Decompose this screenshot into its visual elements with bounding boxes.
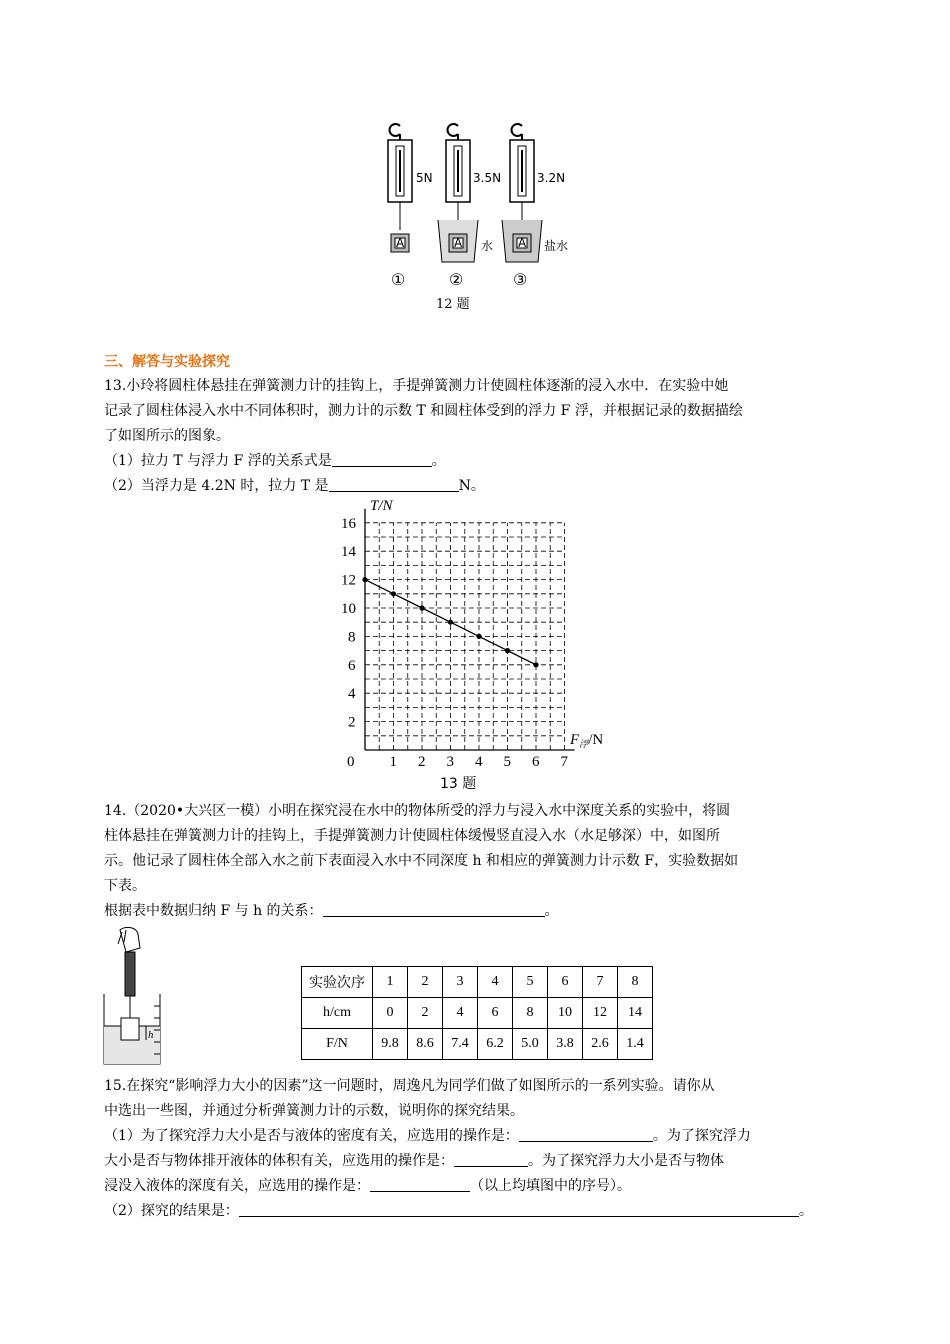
liquid-label-water: 水 xyxy=(481,239,494,253)
table-cell: 6 xyxy=(478,998,513,1029)
q15-sub2-text: （2）探究的结果是： xyxy=(104,1203,239,1219)
block-label-3: A xyxy=(518,236,527,250)
y-tick-label: 8 xyxy=(348,629,356,646)
fig12-caption: 12 题 xyxy=(436,297,470,312)
x-tick-label: 6 xyxy=(532,754,540,770)
q15-line-1: 15.在探究“影响浮力大小的因素”这一问题时，周逸凡为同学们做了如图所示的一系列实验。请你从 xyxy=(104,1078,715,1094)
q15-sub1-text: （1）为了探究浮力大小是否与液体的密度有关，应选用的操作是： xyxy=(104,1128,519,1144)
x-tick-label: 1 xyxy=(389,754,397,770)
q15-line-5 xyxy=(104,1176,631,1196)
y-tick-label: 10 xyxy=(341,601,356,617)
data-point xyxy=(505,648,510,653)
table-cell: 7 xyxy=(583,967,618,998)
table-cell: 8 xyxy=(513,998,548,1029)
chart-grid xyxy=(365,523,565,750)
table-cell: 4 xyxy=(478,967,513,998)
table-cell: 12 xyxy=(583,998,618,1029)
table-cell: 3 xyxy=(443,967,478,998)
table-cell: 6.2 xyxy=(478,1029,513,1060)
x-axis-label-unit: /N xyxy=(588,732,604,748)
liquid-label-brine: 盐水 xyxy=(544,239,569,253)
q15-answer-density-blank[interactable] xyxy=(519,1127,653,1142)
table-cell: 2 xyxy=(408,967,443,998)
q15-line-4 xyxy=(104,1151,724,1171)
reading-3: 3.2N xyxy=(537,171,566,185)
q13-sub1-end: 。 xyxy=(431,453,446,469)
q15-line4-cont: 。为了探究浮力大小是否与物体 xyxy=(528,1153,724,1169)
depth-h-label: h xyxy=(148,1031,154,1041)
y-tick-label: 16 xyxy=(341,515,356,532)
q14-line-4: 下表。 xyxy=(104,878,146,894)
x-tick-label: 5 xyxy=(503,754,511,770)
fig-number-2: ② xyxy=(449,270,464,289)
q15-line-6 xyxy=(104,1201,813,1221)
q15-line5-text: 浸没入液体的深度有关，应选用的操作是： xyxy=(104,1178,370,1194)
q15-answer-result-blank[interactable] xyxy=(239,1202,799,1217)
table-row xyxy=(302,998,653,1029)
q13-sub2-text: （2）当浮力是 4.2N 时，拉力 T 是 xyxy=(104,478,329,494)
x-tick-label: 7 xyxy=(560,754,568,770)
fig-number-3: ③ xyxy=(513,270,528,289)
table-cell: 5.0 xyxy=(513,1029,548,1060)
q15-line5-cont: （以上均填图中的序号）。 xyxy=(470,1178,631,1194)
x-axis-label-sub: 浮 xyxy=(579,739,589,749)
y-tick-label: 14 xyxy=(341,544,356,561)
block-label-1: A xyxy=(396,236,405,250)
chart-caption: 13 题 xyxy=(440,776,477,792)
table-cell: 10 xyxy=(548,998,583,1029)
figure-14 xyxy=(96,926,176,1068)
q15-line4-text: 大小是否与物体排开液体的体积有关，应选用的操作是： xyxy=(104,1153,454,1169)
table-cell: 3.8 xyxy=(548,1029,583,1060)
q15-line-2: 中选出一些图，并通过分析弹簧测力计的示数，说明你的探究结果。 xyxy=(104,1103,524,1119)
x-tick-label: 4 xyxy=(475,754,483,770)
table-cell: 14 xyxy=(618,998,653,1029)
data-point xyxy=(419,605,424,610)
fig-number-1: ① xyxy=(391,270,406,289)
spring-scale-1 xyxy=(388,124,412,252)
table-cell: 0 xyxy=(373,998,408,1029)
q14-line-3: 示。他记录了圆柱体全部入水之前下表面浸入水中不同深度 h 和相应的弹簧测力计示数 F，实验数据如 xyxy=(104,853,739,869)
table-cell: 5 xyxy=(513,967,548,998)
x-axis-label xyxy=(569,732,603,749)
figure-12 xyxy=(380,122,580,314)
table-cell: 2 xyxy=(408,998,443,1029)
q13-sub-1 xyxy=(104,451,446,471)
y-tick-label: 12 xyxy=(341,572,356,589)
table-cell: 1.4 xyxy=(618,1029,653,1060)
q13-line-1: 13.小玲将圆柱体悬挂在弹簧测力计的挂钩上，手提弹簧测力计使圆柱体逐渐的浸入水中．在实验中她 xyxy=(104,378,729,394)
graph-13 xyxy=(330,496,620,816)
x-axis-label-main: F xyxy=(570,732,580,748)
data-point xyxy=(391,591,396,596)
q14-line-1: 14.（2020•大兴区一模）小明在探究浸在水中的物体所受的浮力与浸入水中深度关系的实验中，将圆 xyxy=(104,803,731,819)
y-axis-label: T/N xyxy=(370,498,393,514)
q13-line-2: 记录了圆柱体浸入水中不同体积时，测力计的示数 T 和圆柱体受到的浮力 F 浮，并根据记录的数据描绘 xyxy=(104,403,743,419)
q13-sub-2 xyxy=(104,476,485,496)
q13-line-3: 了如图所示的图象。 xyxy=(104,428,230,444)
table-cell: 1 xyxy=(373,967,408,998)
q14-prompt: 根据表中数据归纳 F 与 h 的关系： xyxy=(104,903,323,919)
y-tick-label: 6 xyxy=(348,657,356,674)
table-cell: 8.6 xyxy=(408,1029,443,1060)
table-cell: 6 xyxy=(548,967,583,998)
table-row xyxy=(302,1029,653,1060)
q15-answer-volume-blank[interactable] xyxy=(454,1152,528,1167)
table-cell: 2.6 xyxy=(583,1029,618,1060)
origin-label: 0 xyxy=(347,754,355,770)
q15-sub1-cont: 。为了探究浮力 xyxy=(652,1128,751,1144)
table-cell: 8 xyxy=(618,967,653,998)
q13-sub2-end: N。 xyxy=(458,478,485,494)
q13-answer-1-blank[interactable] xyxy=(332,452,432,467)
table-row xyxy=(302,967,653,998)
x-tick-label: 2 xyxy=(418,754,426,770)
table-cell: 7.4 xyxy=(443,1029,478,1060)
q13-sub1-text: （1）拉力 T 与浮力 F 浮的关系式是 xyxy=(104,453,332,469)
q15-sub2-end: 。 xyxy=(798,1203,813,1219)
data-point xyxy=(362,577,367,582)
section-title: 三、解答与实验探究 xyxy=(104,354,230,370)
q14-line-5 xyxy=(104,901,559,921)
q14-answer-blank[interactable] xyxy=(323,902,545,917)
table-cell: 9.8 xyxy=(373,1029,408,1060)
table-row-header: h/cm xyxy=(302,998,373,1029)
q14-data-table xyxy=(301,966,653,1060)
q14-prompt-end: 。 xyxy=(544,903,559,919)
y-tick-label: 4 xyxy=(348,686,356,703)
q15-line-3 xyxy=(104,1126,751,1146)
x-tick-label: 3 xyxy=(446,754,454,770)
table-row-header: 实验次序 xyxy=(302,967,373,998)
y-tick-label: 2 xyxy=(348,714,356,731)
data-point xyxy=(533,662,538,667)
q14-line-2: 柱体悬挂在弹簧测力计的挂钩上，手提弹簧测力计使圆柱体缓慢竖直浸入水（水足够深）中，如图所 xyxy=(104,828,720,844)
chart-axes xyxy=(365,509,575,750)
reading-1: 5N xyxy=(416,171,433,185)
data-point xyxy=(476,634,481,639)
data-point xyxy=(448,620,453,625)
table-row-header: F/N xyxy=(302,1029,373,1060)
block-label-2: A xyxy=(454,236,463,250)
q15-answer-depth-blank[interactable] xyxy=(370,1177,470,1192)
q13-answer-2-blank[interactable] xyxy=(329,477,459,492)
table-cell: 4 xyxy=(443,998,478,1029)
chart-ticks xyxy=(341,516,569,770)
reading-2: 3.5N xyxy=(473,171,502,185)
